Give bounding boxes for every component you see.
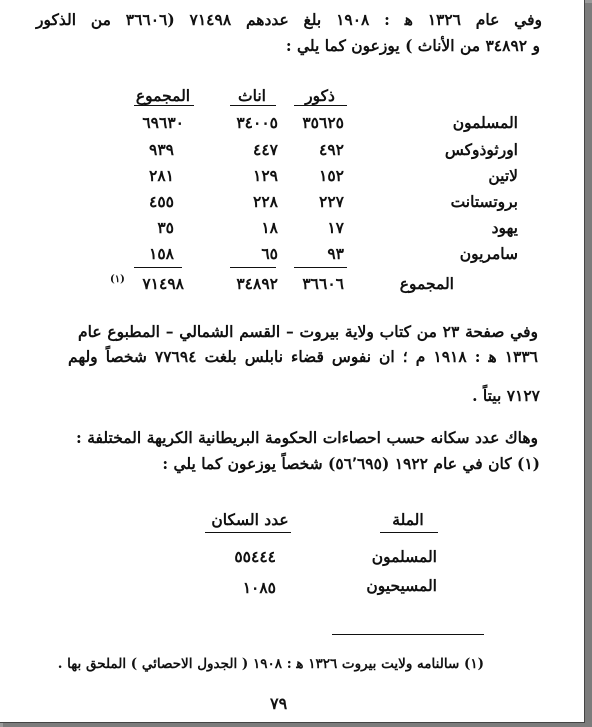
table1-cell-females: ١٢٩: [253, 166, 278, 185]
table1-cell-total: ٣٥: [157, 218, 174, 237]
table1-sum-males: ٣٦٦٠٦: [302, 274, 344, 293]
table1-sum-rule-males: [294, 267, 347, 268]
table1-header-underline-females: [230, 105, 276, 106]
table1-sum-rule-total: [134, 267, 182, 268]
table1-cell-females: ٢٢٨: [253, 192, 278, 211]
para2-line-1: وفي صفحة ٢٣ من كتاب ولاية بيروت – القسم الشمالي – المطبوع عام: [78, 322, 538, 341]
table2-cell-population: ١٠٨٥: [242, 578, 276, 597]
table2-cell-sect: المسلمون: [371, 547, 437, 566]
footnote-text: (١) سالنامه ولايت بيروت ١٣٢٦ ﻫ : ١٩٠٨ ( الجدول الاحصائي ) الملحق بها .: [57, 656, 484, 672]
table1-sum-females: ٣٤٨٩٢: [236, 274, 278, 293]
table1-header-underline-total: [134, 105, 194, 106]
table2-cell-population: ٥٥٤٤٤: [234, 547, 276, 566]
table1-header-males: ذكور: [305, 86, 335, 105]
table1-row-label: بروتستانت: [450, 192, 518, 211]
table1-cell-total: ٦٩٦٣٠: [142, 113, 184, 132]
footnote-separator: [332, 634, 484, 635]
table1-cell-males: ٣٥٦٢٥: [302, 113, 344, 132]
table1-sum-rule-females: [230, 267, 276, 268]
table1-cell-females: ٤٤٧: [253, 140, 278, 159]
table2-header-population: عدد السكان: [211, 510, 289, 529]
footnote-marker: (١): [110, 274, 125, 285]
table1-cell-males: ٩٣: [327, 244, 344, 263]
table1-row-label: اورثوذوكس: [444, 140, 518, 159]
table1-cell-males: ١٧: [327, 218, 344, 237]
page-shadow-right: [585, 3, 592, 727]
table1-row-label: سامريون: [459, 244, 518, 263]
page-number: ٧٩: [270, 694, 288, 713]
table2-cell-sect: المسيحيون: [366, 576, 437, 595]
table1-header-total: المجموع: [135, 86, 191, 105]
table1-row-label: يهود: [491, 218, 518, 237]
intro-line-1: وفي عام ١٣٢٦ ﻫ : ١٩٠٨ بلغ عددهم ٧١٤٩٨ (٣٦٦٠٦ من الذكور: [36, 10, 542, 29]
table1-cell-total: ٤٥٥: [149, 192, 174, 211]
table1-sum-label: المجموع: [399, 274, 454, 293]
para2-line-3: ٧١٢٧ بيتاً .: [472, 386, 540, 405]
para2-line-2: ١٣٣٦ ﻫ : ١٩١٨ م ؛ ان نفوس قضاء نابلس بلغت ٧٧٦٩٤ شخصاً ولهم: [68, 347, 538, 366]
table1-cell-males: ٢٢٧: [319, 192, 344, 211]
table1-cell-total: ١٥٨: [149, 244, 174, 263]
para3-line-2: (١) كان في عام ١٩٢٢ (٥٦٬٦٩٥) شخصاً يوزعون كما يلي :: [162, 454, 540, 473]
para3-line-1: وهاك عدد سكانه حسب احصاءات الحكومة البريطانية الكريهة المختلفة :: [76, 428, 538, 447]
table1-cell-total: ٩٣٩: [149, 140, 174, 159]
table1-cell-males: ٤٩٢: [319, 140, 344, 159]
table2-header-underline-sect: [380, 532, 438, 533]
table1-cell-females: ١٨: [261, 218, 278, 237]
intro-line-2: و ٣٤٨٩٢ من الأناث ) يوزعون كما يلي :: [285, 36, 540, 55]
table1-header-underline-males: [294, 105, 347, 106]
table1-row-label: المسلمون: [452, 113, 518, 132]
table1-row-label: لاتين: [488, 166, 518, 185]
table2-header-underline-population: [205, 532, 291, 533]
table2-header-sect: الملة: [392, 510, 424, 529]
table1-cell-males: ١٥٢: [319, 166, 344, 185]
table1-sum-total: ٧١٤٩٨: [142, 274, 184, 293]
table1-cell-females: ٦٥: [261, 244, 278, 263]
table1-header-females: اناث: [238, 86, 266, 105]
page-shadow-bottom: [3, 723, 592, 727]
table1-cell-females: ٣٤٠٠٥: [236, 113, 278, 132]
table1-cell-total: ٢٨١: [149, 166, 174, 185]
